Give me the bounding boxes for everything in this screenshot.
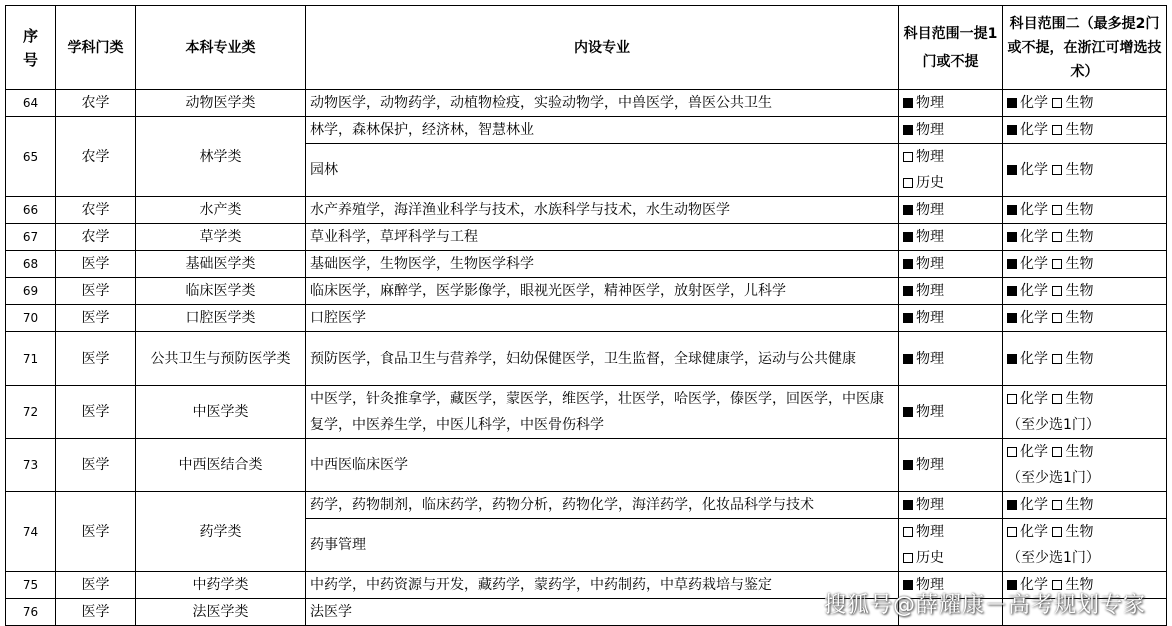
row-seq: 68 xyxy=(6,251,56,278)
table-row xyxy=(6,278,1167,305)
unchecked-box-icon xyxy=(1052,165,1062,175)
row-range1 xyxy=(899,332,1003,386)
option-label: 化学 xyxy=(1020,524,1048,540)
row-seq: 70 xyxy=(6,305,56,332)
unchecked-box-icon xyxy=(1052,125,1062,135)
row-discipline: 医学 xyxy=(56,386,136,439)
row-category: 林学类 xyxy=(136,117,306,197)
row-range2 xyxy=(1003,117,1167,144)
row-majors: 中医学，针灸推拿学，藏医学，蒙医学，维医学，壮医学，哈医学，傣医学，回医学，中医康复学，中医养生学，中医儿科学，中医骨伤科学 xyxy=(306,386,899,439)
option-label: 物理 xyxy=(916,497,944,513)
row-discipline: 农学 xyxy=(56,197,136,224)
table-row xyxy=(6,332,1167,386)
row-range1 xyxy=(899,90,1003,117)
option-label: 生物 xyxy=(1065,310,1094,326)
row-range1 xyxy=(899,224,1003,251)
row-discipline: 医学 xyxy=(56,305,136,332)
table-row xyxy=(6,386,1167,439)
unchecked-box-icon xyxy=(1052,98,1062,108)
row-range2 xyxy=(1003,144,1167,197)
row-majors: 动物医学，动物药学，动植物检疫，实验动物学，中兽医学，兽医公共卫生 xyxy=(306,90,899,117)
option-label: 化学 xyxy=(1020,229,1048,245)
checked-box-icon xyxy=(903,500,913,510)
header-discipline: 学科门类 xyxy=(56,6,136,90)
checked-box-icon xyxy=(903,259,913,269)
row-range2 xyxy=(1003,224,1167,251)
checked-box-icon xyxy=(903,232,913,242)
option-label: 物理 xyxy=(916,283,944,299)
option-label: 物理 xyxy=(916,122,944,138)
table-row xyxy=(6,492,1167,519)
subject-requirements-table xyxy=(5,5,1167,626)
row-seq: 74 xyxy=(6,492,56,572)
header-range1: 科目范围一提1门或不提 xyxy=(899,6,1003,90)
row-seq: 73 xyxy=(6,439,56,492)
unchecked-box-icon xyxy=(1052,313,1062,323)
option-label: 生物 xyxy=(1065,350,1094,367)
checked-box-icon xyxy=(1007,500,1017,510)
row-range1 xyxy=(899,278,1003,305)
row-category: 中西医结合类 xyxy=(136,439,306,492)
option-label: 化学 xyxy=(1020,95,1048,111)
checked-box-icon xyxy=(1007,286,1017,296)
row-majors: 预防医学，食品卫生与营养学，妇幼保健医学，卫生监督，全球健康学，运动与公共健康 xyxy=(306,332,899,386)
row-seq: 64 xyxy=(6,90,56,117)
option-label: 物理 xyxy=(916,202,944,218)
row-range2 xyxy=(1003,332,1167,386)
checked-box-icon xyxy=(903,460,913,470)
row-discipline: 医学 xyxy=(56,439,136,492)
row-seq: 75 xyxy=(6,572,56,599)
option-label: 物理 xyxy=(916,350,944,367)
row-majors: 法医学 xyxy=(306,599,899,626)
row-category: 草学类 xyxy=(136,224,306,251)
option-label: 生物 xyxy=(1065,444,1094,460)
option-label: 化学 xyxy=(1020,122,1048,138)
table-row xyxy=(6,224,1167,251)
option-label: 生物 xyxy=(1065,283,1094,299)
row-range2 xyxy=(1003,386,1167,439)
option-label: 化学 xyxy=(1020,256,1048,272)
option-label: 生物 xyxy=(1065,229,1094,245)
row-range1 xyxy=(899,439,1003,492)
row-majors: 临床医学，麻醉学，医学影像学，眼视光医学，精神医学，放射医学，儿科学 xyxy=(306,278,899,305)
table-row xyxy=(6,305,1167,332)
unchecked-box-icon xyxy=(903,527,913,537)
row-range1 xyxy=(899,305,1003,332)
option-label: 化学 xyxy=(1020,162,1048,178)
checked-box-icon xyxy=(903,205,913,215)
checked-box-icon xyxy=(1007,165,1017,175)
option-label: 物理 xyxy=(916,524,944,540)
option-label: 历史 xyxy=(916,550,944,566)
row-category: 中医学类 xyxy=(136,386,306,439)
row-majors: 草业科学，草坪科学与工程 xyxy=(306,224,899,251)
option-label: 生物 xyxy=(1065,391,1094,407)
row-majors: 园林 xyxy=(306,144,899,197)
unchecked-box-icon xyxy=(1052,286,1062,296)
row-majors: 林学，森林保护，经济林，智慧林业 xyxy=(306,117,899,144)
row-category: 动物医学类 xyxy=(136,90,306,117)
option-label: 生物 xyxy=(1065,577,1094,593)
option-label: 化学 xyxy=(1020,283,1048,299)
row-range2 xyxy=(1003,439,1167,492)
row-discipline: 医学 xyxy=(56,251,136,278)
header-majors: 内设专业 xyxy=(306,6,899,90)
row-range1 xyxy=(899,386,1003,439)
option-label: 生物 xyxy=(1065,95,1094,111)
table-row xyxy=(6,117,1167,144)
checked-box-icon xyxy=(903,125,913,135)
row-category: 水产类 xyxy=(136,197,306,224)
row-range2 xyxy=(1003,305,1167,332)
checked-box-icon xyxy=(903,407,913,417)
checked-box-icon xyxy=(903,354,913,364)
option-label: 化学 xyxy=(1020,202,1048,218)
option-label: 化学 xyxy=(1020,577,1048,593)
checked-box-icon xyxy=(1007,354,1017,364)
row-category: 药学类 xyxy=(136,492,306,572)
row-seq: 65 xyxy=(6,117,56,197)
checked-box-icon xyxy=(1007,205,1017,215)
row-discipline: 医学 xyxy=(56,599,136,626)
row-range1 xyxy=(899,492,1003,519)
unchecked-box-icon xyxy=(1052,232,1062,242)
option-label: 生物 xyxy=(1065,162,1094,178)
option-label: 物理 xyxy=(916,457,944,473)
header-row xyxy=(6,6,1167,90)
option-label: 生物 xyxy=(1065,524,1094,540)
row-category: 口腔医学类 xyxy=(136,305,306,332)
option-label: 生物 xyxy=(1065,122,1094,138)
row-discipline: 农学 xyxy=(56,224,136,251)
row-range2 xyxy=(1003,278,1167,305)
checked-box-icon xyxy=(1007,313,1017,323)
row-range1 xyxy=(899,251,1003,278)
row-range2 xyxy=(1003,90,1167,117)
row-majors: 中药学，中药资源与开发，藏药学，蒙药学，中药制药，中草药栽培与鉴定 xyxy=(306,572,899,599)
row-seq: 71 xyxy=(6,332,56,386)
row-range2 xyxy=(1003,519,1167,572)
row-discipline: 农学 xyxy=(56,90,136,117)
table-row xyxy=(6,439,1167,492)
row-majors: 中西医临床医学 xyxy=(306,439,899,492)
row-seq: 67 xyxy=(6,224,56,251)
row-category: 法医学类 xyxy=(136,599,306,626)
row-range1 xyxy=(899,519,1003,572)
option-label: 生物 xyxy=(1065,202,1094,218)
row-seq: 72 xyxy=(6,386,56,439)
row-majors: 口腔医学 xyxy=(306,305,899,332)
row-majors: 基础医学，生物医学，生物医学科学 xyxy=(306,251,899,278)
unchecked-box-icon xyxy=(1052,447,1062,457)
checked-box-icon xyxy=(903,313,913,323)
option-label: 物理 xyxy=(916,404,944,420)
row-range1 xyxy=(899,197,1003,224)
row-category: 公共卫生与预防医学类 xyxy=(136,332,306,386)
unchecked-box-icon xyxy=(903,553,913,563)
row-majors: 药学，药物制剂，临床药学，药物分析，药物化学，海洋药学，化妆品科学与技术 xyxy=(306,492,899,519)
selection-note: （至少选1门） xyxy=(1007,470,1100,486)
option-label: 物理 xyxy=(916,149,944,165)
unchecked-box-icon xyxy=(1052,205,1062,215)
row-discipline: 医学 xyxy=(56,278,136,305)
unchecked-box-icon xyxy=(903,178,913,188)
unchecked-box-icon xyxy=(1052,527,1062,537)
checked-box-icon xyxy=(903,286,913,296)
row-range2 xyxy=(1003,251,1167,278)
row-range1 xyxy=(899,117,1003,144)
header-seq: 序号 xyxy=(6,6,56,90)
row-discipline: 医学 xyxy=(56,332,136,386)
table-row xyxy=(6,90,1167,117)
row-category: 中药学类 xyxy=(136,572,306,599)
option-label: 物理 xyxy=(916,256,944,272)
option-label: 生物 xyxy=(1065,497,1094,513)
checked-box-icon xyxy=(903,98,913,108)
unchecked-box-icon xyxy=(1052,500,1062,510)
row-category: 基础医学类 xyxy=(136,251,306,278)
watermark-text: 搜狐号@薛耀康－高考规划专家 xyxy=(823,593,1146,618)
unchecked-box-icon xyxy=(1052,259,1062,269)
row-seq: 66 xyxy=(6,197,56,224)
row-discipline: 农学 xyxy=(56,117,136,197)
row-category: 临床医学类 xyxy=(136,278,306,305)
option-label: 化学 xyxy=(1020,350,1048,367)
row-range2 xyxy=(1003,197,1167,224)
option-label: 化学 xyxy=(1020,310,1048,326)
header-category: 本科专业类 xyxy=(136,6,306,90)
checked-box-icon xyxy=(1007,125,1017,135)
checked-box-icon xyxy=(1007,232,1017,242)
unchecked-box-icon xyxy=(903,152,913,162)
option-label: 物理 xyxy=(916,577,944,593)
option-label: 生物 xyxy=(1065,256,1094,272)
selection-note: （至少选1门） xyxy=(1007,417,1100,433)
table-row xyxy=(6,251,1167,278)
checked-box-icon xyxy=(1007,259,1017,269)
selection-note: （至少选1门） xyxy=(1007,550,1100,566)
option-label: 物理 xyxy=(916,95,944,111)
table-row xyxy=(6,197,1167,224)
unchecked-box-icon xyxy=(1007,394,1017,404)
checked-box-icon xyxy=(1007,98,1017,108)
unchecked-box-icon xyxy=(1007,447,1017,457)
header-range2: 科目范围二（最多提2门或不提，在浙江可增选技术） xyxy=(1003,6,1167,90)
row-range2 xyxy=(1003,492,1167,519)
row-discipline: 医学 xyxy=(56,492,136,572)
row-discipline: 医学 xyxy=(56,572,136,599)
option-label: 物理 xyxy=(916,310,944,326)
row-range1 xyxy=(899,144,1003,197)
unchecked-box-icon xyxy=(1052,354,1062,364)
option-label: 化学 xyxy=(1020,391,1048,407)
option-label: 物理 xyxy=(916,229,944,245)
row-majors: 药事管理 xyxy=(306,519,899,572)
unchecked-box-icon xyxy=(1052,394,1062,404)
row-seq: 76 xyxy=(6,599,56,626)
option-label: 化学 xyxy=(1020,497,1048,513)
option-label: 化学 xyxy=(1020,444,1048,460)
option-label: 历史 xyxy=(916,175,944,191)
row-seq: 69 xyxy=(6,278,56,305)
row-majors: 水产养殖学，海洋渔业科学与技术，水族科学与技术，水生动物医学 xyxy=(306,197,899,224)
unchecked-box-icon xyxy=(1007,527,1017,537)
